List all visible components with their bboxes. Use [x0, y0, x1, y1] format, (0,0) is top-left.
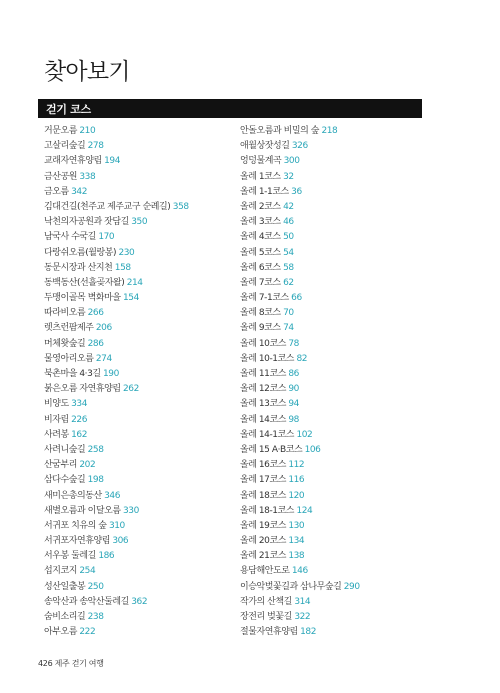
index-entry — [44, 276, 189, 291]
index-entry-name: 서귀포 치유의 숲 — [44, 520, 107, 531]
index-entry — [44, 337, 189, 352]
index-entry-name: 올레 21코스 — [240, 551, 286, 562]
index-entry — [240, 170, 360, 185]
index-entry — [240, 595, 360, 610]
index-column-left — [44, 124, 189, 640]
index-entry-name: 올레 9코스 — [240, 323, 281, 334]
index-entry-name: 올레 11코스 — [240, 369, 286, 379]
index-entry-name: 서우봉 둘레길 — [44, 551, 96, 562]
index-entry-page-number: 186 — [98, 551, 115, 562]
index-entry-page-number: 98 — [288, 414, 299, 425]
index-entry — [44, 215, 189, 230]
index-entry-page-number: 86 — [288, 369, 299, 379]
index-entry-page-number: 358 — [172, 201, 189, 212]
index-entry-page-number: 112 — [288, 460, 305, 471]
index-entry — [240, 154, 360, 169]
index-entry — [240, 367, 360, 382]
index-entry-name: 올레 18-1코스 — [240, 505, 295, 516]
index-entry-page-number: 190 — [103, 369, 119, 379]
index-entry — [240, 489, 360, 504]
index-entry-page-number: 130 — [288, 520, 305, 531]
index-entry-name: 올레 17코스 — [240, 475, 286, 486]
index-entry-name: 산굼부리 — [44, 460, 77, 471]
index-entry — [44, 580, 189, 595]
index-entry-page-number: 306 — [112, 536, 129, 547]
index-entry — [44, 185, 189, 200]
index-entry-page-number: 154 — [123, 293, 139, 304]
index-entry-name: 올레 2코스 — [240, 201, 281, 212]
index-entry-name: 올레 12코스 — [240, 384, 286, 395]
index-entry — [44, 595, 189, 610]
index-entry-name: 올레 5코스 — [240, 247, 281, 258]
index-entry — [44, 397, 189, 412]
index-entry-page-number: 116 — [288, 475, 305, 486]
index-entry — [240, 580, 360, 595]
index-entry — [240, 215, 360, 230]
index-entry — [240, 504, 360, 519]
index-entry-page-number: 138 — [288, 551, 305, 562]
index-entry-name: 용담해안도로 — [240, 566, 290, 577]
index-entry — [44, 504, 189, 519]
index-entry-page-number: 32 — [283, 171, 294, 182]
index-entry-page-number: 102 — [296, 429, 313, 440]
index-entry-name: 낙천의자공원과 잣담길 — [44, 217, 129, 228]
index-entry-page-number: 254 — [79, 566, 96, 577]
index-entry — [240, 397, 360, 412]
index-entry-name: 숨비소리길 — [44, 612, 86, 622]
index-entry-page-number: 120 — [288, 490, 305, 501]
index-entry-name: 사려니숲길 — [44, 444, 86, 455]
index-entry-page-number: 134 — [288, 536, 305, 547]
section-header-label: 걷기 코스 — [46, 103, 91, 116]
index-entry — [44, 291, 189, 306]
index-entry-page-number: 182 — [300, 627, 316, 638]
index-entry-name: 장전리 벚꽃길 — [240, 612, 292, 622]
index-entry — [240, 564, 360, 579]
index-entry — [240, 428, 360, 443]
index-entry-page-number: 338 — [79, 171, 96, 182]
index-entry-name: 올레 20코스 — [240, 536, 286, 547]
index-column-right — [240, 124, 360, 640]
index-entry — [44, 261, 189, 276]
index-entry-name: 올레 10-1코스 — [240, 353, 295, 364]
index-entry-name: 다랑쉬오름(월랑봉) — [44, 247, 117, 258]
index-entry-name: 남국사 수국길 — [44, 232, 96, 243]
index-entry-page-number: 36 — [291, 186, 302, 197]
index-entry-page-number: 74 — [283, 323, 294, 334]
index-entry-name: 삼다수숲길 — [44, 475, 86, 486]
index-entry — [240, 534, 360, 549]
index-entry-name: 올레 6코스 — [240, 262, 281, 273]
index-entry-page-number: 82 — [296, 353, 307, 364]
section-header-bar — [38, 99, 422, 118]
index-entry-page-number: 62 — [283, 277, 294, 288]
index-entry — [240, 549, 360, 564]
index-entry-page-number: 266 — [87, 308, 104, 319]
index-entry-name: 물영아리오름 — [44, 353, 94, 364]
index-entry — [240, 443, 360, 458]
index-entry-page-number: 330 — [123, 505, 139, 516]
index-entry — [44, 519, 189, 534]
index-entry-name: 올레 10코스 — [240, 338, 286, 349]
index-entry — [44, 428, 189, 443]
index-entry-page-number: 214 — [126, 277, 143, 288]
index-entry — [44, 306, 189, 321]
index-entry-page-number: 218 — [321, 126, 338, 136]
index-entry-page-number: 310 — [108, 520, 125, 531]
index-entry-name: 교래자연휴양림 — [44, 156, 102, 167]
index-entry-name: 새미은총의동산 — [44, 490, 102, 501]
index-entry-page-number: 326 — [291, 141, 308, 152]
index-entry-name: 북촌마을 4·3길 — [44, 369, 101, 379]
index-entry-name: 김대건길(천주교 제주교구 순례길) — [44, 201, 171, 212]
index-entry-name: 두맹이골목 벽화마을 — [44, 293, 121, 304]
index-entry-name: 금산공원 — [44, 171, 77, 182]
index-entry-page-number: 194 — [104, 156, 120, 167]
index-entry — [44, 458, 189, 473]
page-footer: 426 제주 걷기 여행 — [38, 659, 104, 668]
index-entry — [240, 382, 360, 397]
index-entry-name: 애월상잣성길 — [240, 141, 290, 152]
index-entry-page-number: 274 — [95, 353, 112, 364]
index-entry-name: 올레 1-1코스 — [240, 186, 289, 197]
index-entry-page-number: 278 — [87, 141, 104, 152]
index-entry-name: 따라비오름 — [44, 308, 86, 319]
page-title: 찾아보기 — [44, 59, 130, 86]
index-entry — [240, 610, 360, 625]
index-entry-page-number: 58 — [283, 262, 294, 273]
index-entry-name: 안돌오름과 비밀의 숲 — [240, 126, 320, 136]
index-entry-page-number: 202 — [79, 460, 96, 471]
index-entry-page-number: 362 — [131, 596, 148, 607]
index-entry — [44, 200, 189, 215]
index-entry-name: 올레 19코스 — [240, 520, 286, 531]
index-entry-page-number: 54 — [283, 247, 294, 258]
index-entry-name: 비자림 — [44, 414, 69, 425]
index-entry — [44, 154, 189, 169]
index-entry — [240, 519, 360, 534]
index-entry-page-number: 170 — [98, 232, 115, 243]
index-entry-name: 성산일출봉 — [44, 581, 86, 592]
index-entry-name: 동백동산(선흘곶자왈) — [44, 277, 125, 288]
index-entry-name: 머체왓숲길 — [44, 338, 86, 349]
index-entry — [44, 124, 189, 139]
index-entry-page-number: 198 — [87, 475, 104, 486]
index-entry-name: 올레 14-1코스 — [240, 429, 295, 440]
index-entry — [240, 625, 360, 640]
index-entry — [240, 291, 360, 306]
index-entry — [44, 413, 189, 428]
index-entry-page-number: 94 — [288, 399, 299, 410]
index-entry — [44, 230, 189, 245]
index-entry — [44, 170, 189, 185]
index-entry-page-number: 230 — [118, 247, 135, 258]
index-entry-name: 작가의 산책길 — [240, 596, 292, 607]
index-entry-name: 올레 1코스 — [240, 171, 281, 182]
index-entry-page-number: 300 — [283, 156, 300, 167]
index-entry — [44, 473, 189, 488]
index-entry — [240, 473, 360, 488]
index-entry-name: 송악산과 송악산둘레길 — [44, 596, 129, 607]
index-entry-page-number: 50 — [283, 232, 294, 243]
index-entry-name: 올레 18코스 — [240, 490, 286, 501]
index-entry-page-number: 222 — [79, 627, 96, 638]
index-entry-page-number: 124 — [296, 505, 313, 516]
index-entry — [44, 534, 189, 549]
index-entry-page-number: 90 — [288, 384, 299, 395]
index-entry-name: 올레 3코스 — [240, 217, 281, 228]
index-entry-name: 비양도 — [44, 399, 69, 410]
index-entry — [240, 321, 360, 336]
index-entry-page-number: 314 — [294, 596, 311, 607]
index-entry-name: 이승악벚꽃길과 삼나무숲길 — [240, 581, 342, 592]
index-entry-name: 올레 4코스 — [240, 232, 281, 243]
index-entry-name: 붉은오름 자연휴양림 — [44, 384, 121, 395]
index-entry-name: 아부오름 — [44, 627, 77, 638]
index-entry-page-number: 210 — [79, 126, 96, 136]
index-entry — [240, 185, 360, 200]
index-entry-page-number: 342 — [71, 186, 87, 197]
index-entry-name: 렛츠런팜제주 — [44, 323, 94, 334]
index-entry-page-number: 46 — [283, 217, 294, 228]
index-entry-name: 절물자연휴양림 — [240, 627, 298, 638]
index-entry-page-number: 70 — [283, 308, 294, 319]
index-entry — [240, 413, 360, 428]
index-entry-page-number: 162 — [71, 429, 87, 440]
index-entry-page-number: 250 — [87, 581, 104, 592]
index-entry-page-number: 258 — [87, 444, 104, 455]
index-entry — [44, 443, 189, 458]
index-entry — [44, 321, 189, 336]
index-entry-page-number: 158 — [114, 262, 131, 273]
index-entry-page-number: 346 — [104, 490, 120, 501]
index-entry-page-number: 286 — [87, 338, 104, 349]
index-entry-name: 새별오름과 이달오름 — [44, 505, 121, 516]
index-entry-name: 올레 16코스 — [240, 460, 286, 471]
index-entry-page-number: 78 — [288, 338, 299, 349]
index-entry — [240, 246, 360, 261]
index-entry-name: 거문오름 — [44, 126, 77, 136]
index-entry — [44, 139, 189, 154]
index-entry-name: 사려봉 — [44, 429, 69, 440]
index-entry-page-number: 238 — [87, 612, 104, 622]
index-entry-page-number: 262 — [123, 384, 139, 395]
index-entry-name: 고살리숲길 — [44, 141, 86, 152]
index-entry-name: 올레 14코스 — [240, 414, 286, 425]
index-entry-page-number: 206 — [95, 323, 112, 334]
index-entry — [44, 246, 189, 261]
index-entry — [240, 337, 360, 352]
index-entry — [240, 306, 360, 321]
index-entry-page-number: 106 — [304, 444, 321, 455]
index-entry-page-number: 226 — [71, 414, 87, 425]
index-entry-name: 올레 8코스 — [240, 308, 281, 319]
index-entry-page-number: 146 — [291, 566, 308, 577]
index-entry — [240, 261, 360, 276]
index-entry — [44, 549, 189, 564]
index-entry — [44, 564, 189, 579]
index-entry — [240, 230, 360, 245]
index-entry-name: 동문시장과 산지천 — [44, 262, 113, 273]
index-entry-page-number: 322 — [294, 612, 311, 622]
index-entry-page-number: 66 — [291, 293, 302, 304]
index-entry-name: 올레 7코스 — [240, 277, 281, 288]
index-entry-page-number: 42 — [283, 201, 294, 212]
index-entry-name: 섭지코지 — [44, 566, 77, 577]
index-entry-name: 올레 13코스 — [240, 399, 286, 410]
index-entry — [240, 124, 360, 139]
index-entry-name: 올레 7-1코스 — [240, 293, 289, 304]
index-entry — [44, 352, 189, 367]
index-entry — [240, 200, 360, 215]
index-entry-name: 금오름 — [44, 186, 69, 197]
index-entry-page-number: 350 — [131, 217, 148, 228]
index-entry-name: 올레 15 A·B코스 — [240, 444, 303, 455]
index-entry — [240, 458, 360, 473]
index-entry-name: 서귀포자연휴양림 — [44, 536, 110, 547]
index-entry-name: 엉덩물계곡 — [240, 156, 282, 167]
index-entry — [44, 625, 189, 640]
index-entry — [44, 489, 189, 504]
index-entry — [44, 367, 189, 382]
index-entry — [240, 276, 360, 291]
index-entry-page-number: 334 — [71, 399, 87, 410]
index-entry — [240, 139, 360, 154]
index-entry — [44, 610, 189, 625]
index-entry — [44, 382, 189, 397]
index-entry — [240, 352, 360, 367]
index-entry-page-number: 290 — [343, 581, 360, 592]
